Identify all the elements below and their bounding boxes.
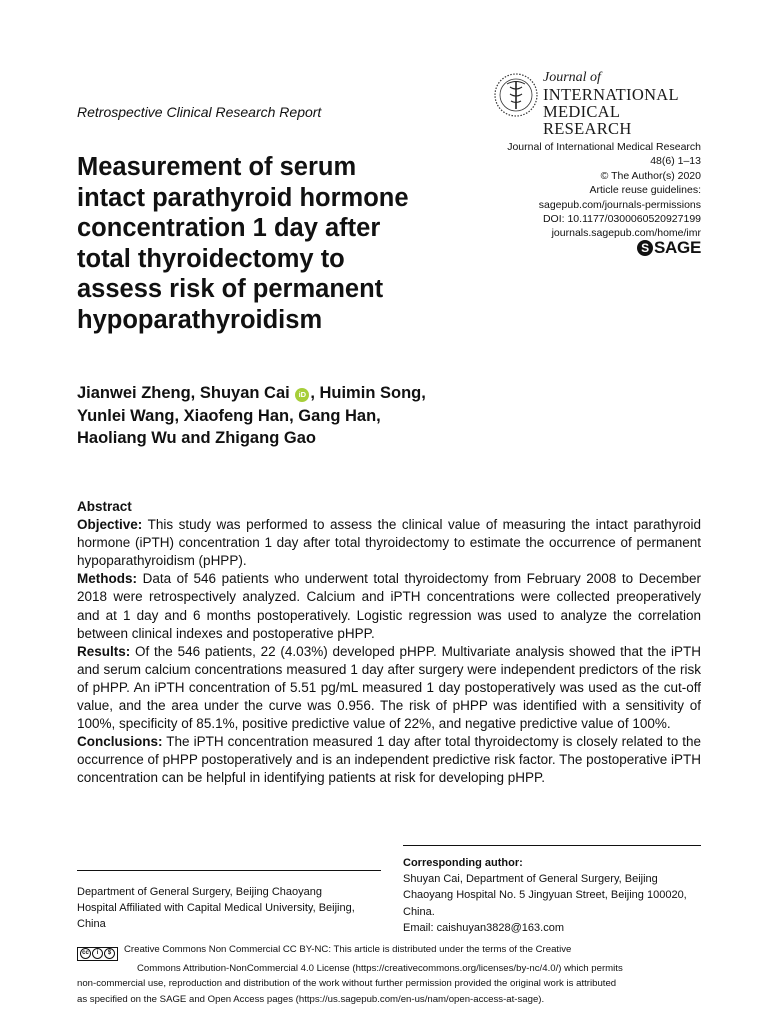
authors-part-a: Jianwei Zheng, Shuyan Cai [77, 384, 290, 402]
title-line: total thyroidectomy to [77, 244, 345, 273]
section-label: Retrospective Clinical Research Report [77, 104, 322, 120]
license-line [77, 942, 701, 961]
publisher-logo [637, 238, 701, 258]
results-text: Of the 546 patients, 22 (4.03%) developed pHPP. Multivariate analysis showed that the iPTH and serum calcium concentrations measured 1 day after surgery were independent predictors of the risk of pHPP. An iPTH concentration of 5.51 pg/mL measured 1 day postoperatively was used as the cut-off value, and the area under the curve was 0.956. The risk of pHPP was identified with a sensitivity of 100%, specificity of 85.1%, positive predictive value of 22%, and negative predictive value of 100%. [77, 643, 701, 732]
license-line: as specified on the SAGE and Open Access pages (https://us.sagepub.com/en-us/nam/open-access-at-sage). [77, 994, 545, 1006]
title-line: Measurement of serum [77, 153, 357, 181]
author-line-2: Yunlei Wang, Xiaofeng Han, Gang Han, [77, 406, 381, 425]
meta-permissions-link[interactable]: sagepub.com/journals-permissions [538, 198, 701, 211]
affiliation [77, 884, 382, 933]
abstract-objective [77, 516, 701, 570]
methods-label: Methods: [77, 571, 137, 587]
title-line: assess risk of permanent [77, 275, 384, 303]
logo-line-3: MEDICAL RESEARCH [543, 102, 632, 138]
affiliation-line: Department of General Surgery, Beijing Chaoyang [77, 886, 322, 898]
corresponding-email[interactable]: Email: caishuyan3828@163.com [403, 921, 564, 934]
meta-journal-link[interactable]: journals.sagepub.com/home/imr [551, 227, 701, 240]
meta-doi[interactable]: DOI: 10.1177/0300060520927199 [542, 213, 701, 226]
license-line: Commons Attribution-NonCommercial 4.0 License (https://creativecommons.org/licenses/by-nc/4.0/) which permits [137, 962, 623, 974]
objective-text: This study was performed to assess the clinical value of measuring the intact parathyroid hormone (iPTH) concentration 1 day after total thyroidectomy to estimate the occurrence of permanent hypoparathyroidism (pHPP). [77, 517, 701, 569]
logo-line-2: INTERNATIONAL [543, 85, 679, 104]
corresponding-rule [403, 845, 701, 846]
author-list [77, 382, 497, 450]
cc-license-icon[interactable]: cc i $ [77, 947, 118, 961]
meta-journal: Journal of International Medical Research [507, 141, 701, 153]
logo-line-1: Journal of [543, 70, 601, 85]
article-metadata [441, 140, 701, 241]
objective-label: Objective: [77, 517, 143, 533]
corresponding-line: Shuyan Cai, Department of General Surgery, Beijing [403, 873, 658, 886]
license-notice [77, 942, 701, 1008]
abstract-conclusions [77, 733, 701, 787]
title-line: hypoparathyroidism [77, 305, 323, 334]
abstract [77, 498, 701, 788]
conclusions-text: The iPTH concentration measured 1 day after total thyroidectomy is closely related to the occurrence of pHPP postoperatively and is an independent predictive risk factor. The postoperative iPTH concentration can be helpful in identifying patients at risk for developing pHPP. [77, 734, 701, 786]
meta-volume: 48(6) 1–13 [650, 155, 701, 168]
abstract-methods [77, 570, 701, 642]
meta-reuse-label: Article reuse guidelines: [589, 184, 701, 197]
license-text-1: Creative Commons Non Commercial CC BY-NC: This article is distributed under the terms of the Creative [124, 944, 572, 955]
author-line-1 [77, 382, 497, 405]
affiliation-line: China [77, 918, 106, 931]
orcid-icon[interactable]: iD [295, 388, 309, 402]
article-title [77, 152, 477, 335]
corresponding-line: China. [403, 905, 435, 918]
journal-logo [493, 70, 703, 138]
affiliation-line: Hospital Affiliated with Capital Medical University, Beijing, [77, 902, 355, 915]
corresponding-line: Chaoyang Hospital No. 5 Jingyuan Street, Beijing 100020, [403, 889, 687, 902]
publisher-name: SAGE [654, 238, 701, 257]
journal-seal-icon [493, 72, 539, 118]
conclusions-label: Conclusions: [77, 734, 163, 750]
affiliation-rule [77, 870, 381, 871]
abstract-heading: Abstract [77, 499, 132, 514]
corresponding-label: Corresponding author: [403, 857, 523, 869]
results-label: Results: [77, 643, 131, 659]
sage-icon: S [637, 240, 653, 256]
authors-part-b: , Huimin Song, [310, 384, 426, 402]
title-line: intact parathyroid hormone [77, 183, 409, 212]
meta-copyright: © The Author(s) 2020 [600, 169, 701, 182]
corresponding-author [403, 855, 701, 936]
license-line: non-commercial use, reproduction and distribution of the work without further permission provided the original work is attributed [77, 978, 617, 990]
abstract-results [77, 643, 701, 733]
title-line: concentration 1 day after [77, 214, 381, 242]
methods-text: Data of 546 patients who underwent total thyroidectomy from February 2008 to December 2018 were retrospectively analyzed. Calcium and iPTH concentrations were collected preoperatively and at 1 day and 6 months postoperatively. Logistic regression was used to analyze the correlation between clinical indexes and postoperative pHPP. [77, 571, 701, 641]
author-line-3: Haoliang Wu and Zhigang Gao [77, 429, 316, 447]
